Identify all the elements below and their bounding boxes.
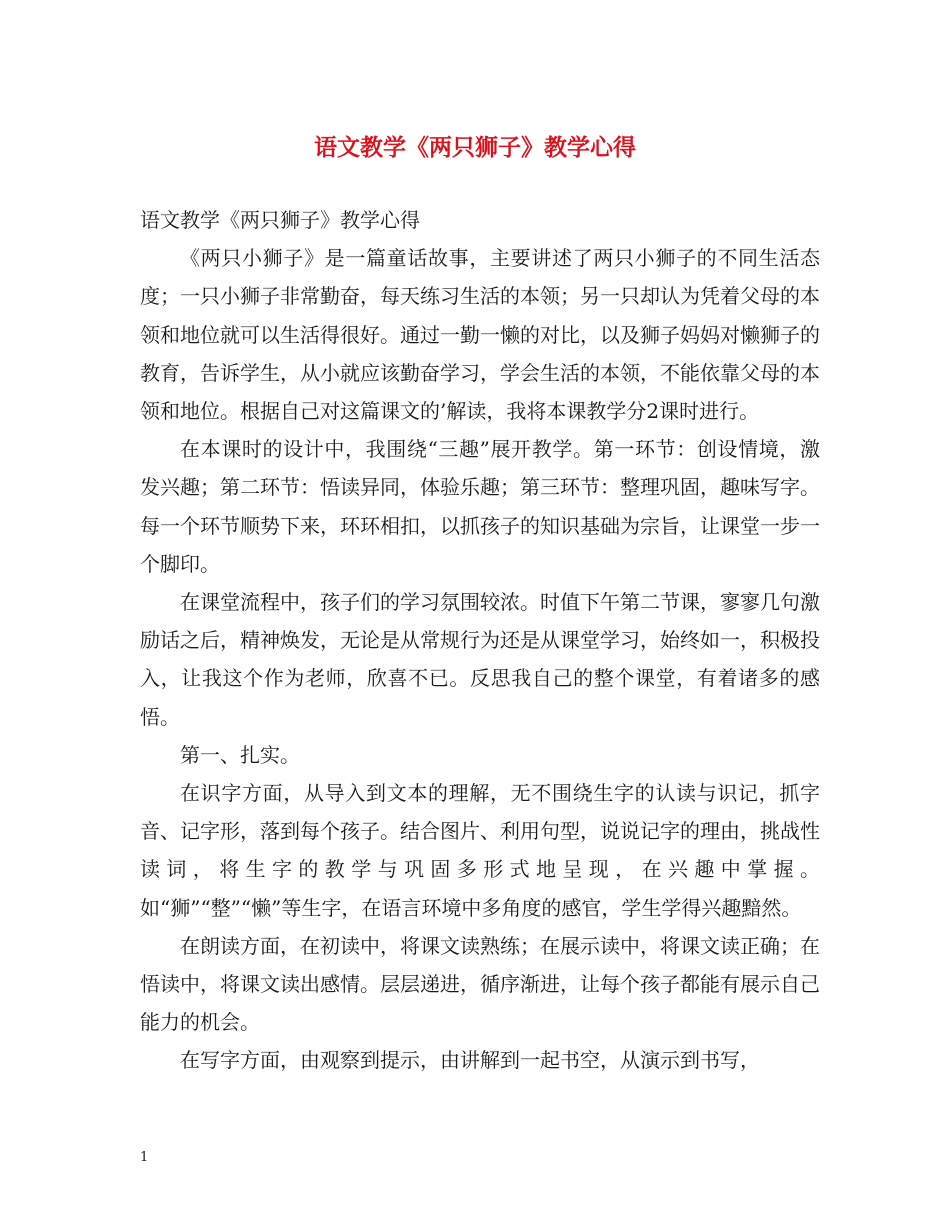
paragraph-flow: 在课堂流程中，孩子们的学习氛围较浓。时值下午第二节课，寥寥几句激励话之后，精神焕发，无论是从常规行为还是从课堂学习，始终如一，积极投入，让我这个作为老师，欣喜不已。反思我自己的整个课堂，有着诸多的感悟。 — [140, 590, 820, 729]
page-number: 1 — [140, 1150, 149, 1165]
section-heading-solid: 第一、扎实。 — [180, 742, 300, 767]
paragraph-reading: 在朗读方面，在初读中，将课文读熟练；在展示读中，将课文读正确；在悟读中，将课文读出感情。层层递进，循序渐进，让每个孩子都能有展示自己能力的机会。 — [140, 933, 820, 1035]
paragraph-design: 在本课时的设计中，我围绕“三趣”展开教学。第一环节：创设情境，激发兴趣；第二环节：悟读异同，体验乐趣；第三环节：整理巩固，趣味写字。每一个环节顺势下来，环环相扣，以抓孩子的知识基础为宗旨，让课堂一步一个脚印。 — [140, 437, 820, 576]
paragraph-intro: 《两只小狮子》是一篇童话故事，主要讲述了两只小狮子的不同生活态度；一只小狮子非常勤奋，每天练习生活的本领；另一只却认为凭着父母的本领和地位就可以生活得很好。通过一勤一懒的对比，以及狮子妈妈对懒狮子的教育，告诉学生，从小就应该勤奋学习，学会生活的本领，不能依靠父母的本领和地位。根据自己对这篇课文的’解读，我将本课教学分2课时进行。 — [140, 246, 820, 424]
subtitle-line: 语文教学《两只狮子》教学心得 — [140, 208, 420, 232]
document-body — [140, 201, 820, 1080]
paragraph-literacy: 在识字方面，从导入到文本的理解，无不围绕生字的认读与识记，抓字音、记字形，落到每个孩子。结合图片、利用句型，说说记字的理由，挑战性读词，将生字的教学与巩固多形式地呈现，在兴趣中掌握。如“狮”“整”“懒”等生字，在语言环境中多角度的感官，学生学得兴趣黯然。 — [140, 781, 820, 920]
document-title: 语文教学《两只狮子》教学心得 — [314, 135, 636, 161]
paragraph-writing: 在写字方面，由观察到提示，由讲解到一起书空，从演示到书写， — [180, 1048, 760, 1073]
